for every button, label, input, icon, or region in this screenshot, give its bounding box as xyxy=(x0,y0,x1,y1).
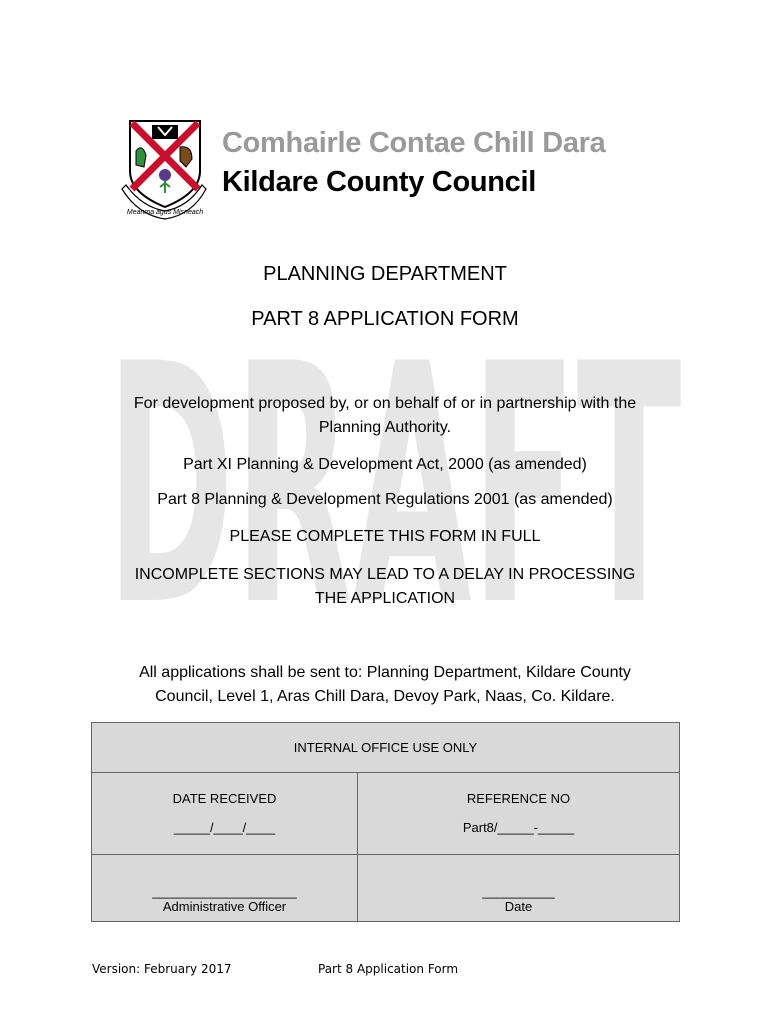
officer-signature-line[interactable]: ____________________ xyxy=(152,884,297,899)
council-name-irish: Comhairle Contae Chill Dara xyxy=(222,127,606,159)
reference-no-field[interactable]: Part8/_____-_____ xyxy=(462,820,575,835)
footer-form-name: Part 8 Application Form xyxy=(318,962,459,976)
reference-no-cell xyxy=(358,773,680,855)
incomplete-notice-line-2: THE APPLICATION xyxy=(314,590,456,607)
crest-motto: Meanma agus Misneach xyxy=(126,209,204,216)
intro-line-1: For development proposed by, or on behalf of or in partnership with the xyxy=(133,395,637,412)
council-name-english: Kildare County Council xyxy=(222,166,537,198)
form-title: PART 8 APPLICATION FORM xyxy=(251,308,519,330)
date-cell xyxy=(358,855,680,922)
regulations-reference: Part 8 Planning & Development Regulations 2001 (as amended) xyxy=(157,491,613,508)
complete-notice: PLEASE COMPLETE THIS FORM IN FULL xyxy=(229,528,541,545)
department-title: PLANNING DEPARTMENT xyxy=(263,263,507,285)
address-line-1: All applications shall be sent to: Planning Department, Kildare County xyxy=(139,664,631,681)
address-line-2: Council, Level 1, Aras Chill Dara, Devoy Park, Naas, Co. Kildare. xyxy=(155,688,615,705)
incomplete-notice-line-1: INCOMPLETE SECTIONS MAY LEAD TO A DELAY IN PROCESSING xyxy=(134,566,636,583)
date-received-field[interactable]: _____/____/____ xyxy=(173,820,276,835)
footer-version: Version: February 2017 xyxy=(92,962,232,976)
intro-line-2: Planning Authority. xyxy=(318,419,452,436)
date-signature-line[interactable]: __________ xyxy=(482,884,555,899)
officer-cell xyxy=(92,855,358,922)
reference-no-label: REFERENCE NO xyxy=(466,791,571,806)
date-received-cell xyxy=(92,773,358,855)
office-use-header: INTERNAL OFFICE USE ONLY xyxy=(92,723,680,773)
officer-label: Administrative Officer xyxy=(162,899,287,914)
act-reference: Part XI Planning & Development Act, 2000 (as amended) xyxy=(183,456,587,473)
watermark-text: DRAFT xyxy=(106,342,683,612)
date-label: Date xyxy=(504,899,533,914)
internal-office-table xyxy=(91,722,680,922)
date-received-label: DATE RECEIVED xyxy=(172,791,277,806)
kildare-crest-logo xyxy=(118,115,210,223)
